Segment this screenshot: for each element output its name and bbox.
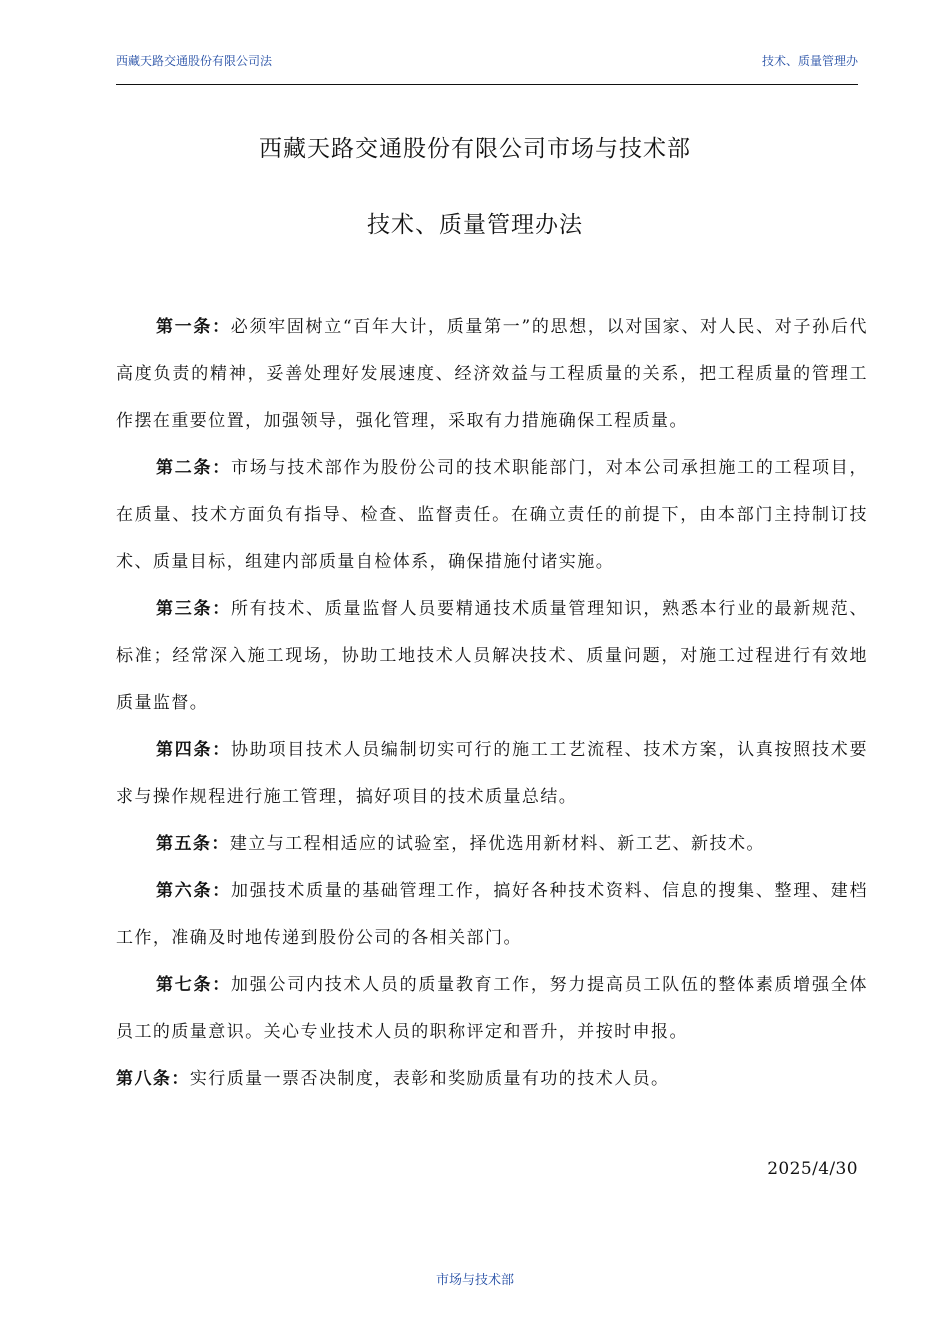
clause-7-label: 第七条：	[156, 975, 231, 995]
clause-4-label: 第四条：	[156, 740, 231, 760]
header-company-name: 西藏天路交通股份有限公司法	[116, 54, 273, 68]
document-body	[116, 304, 868, 1103]
document-title-line-2: 技术、质量管理办法	[367, 212, 583, 238]
clause-5-text: 建立与工程相适应的试验室，择优选用新材料、新工艺、新技术。	[229, 834, 765, 854]
clause-3-label: 第三条：	[156, 599, 231, 619]
clause-2-label: 第二条：	[156, 458, 231, 478]
clause-6-label: 第六条：	[156, 881, 231, 901]
clause-3	[116, 586, 868, 727]
clause-8-text: 实行质量一票否决制度，表彰和奖励质量有功的技术人员。	[189, 1069, 670, 1089]
clause-3-text: 所有技术、质量监督人员要精通技术质量管理知识，熟悉本行业的最新规范、标准；经常深入施工现场，协助工地技术人员解决技术、质量问题，对施工过程进行有效地质量监督。	[116, 599, 868, 713]
clause-7-text: 加强公司内技术人员的质量教育工作，努力提高员工队伍的整体素质增强全体员工的质量意识。关心专业技术人员的职称评定和晋升，并按时申报。	[116, 975, 868, 1042]
page-header	[116, 54, 858, 85]
header-document-title: 技术、质量管理办	[761, 54, 858, 68]
clause-2	[116, 445, 868, 586]
clause-7	[116, 962, 868, 1056]
document-date: 2025/4/30	[767, 1159, 858, 1179]
clause-6-text: 加强技术质量的基础管理工作，搞好各种技术资料、信息的搜集、整理、建档工作，准确及时地传递到股份公司的各相关部门。	[116, 881, 868, 948]
clause-1-label: 第一条：	[156, 317, 231, 337]
page-footer: 市场与技术部	[435, 1273, 514, 1288]
clause-4	[116, 727, 868, 821]
clause-4-text: 协助项目技术人员编制切实可行的施工工艺流程、技术方案，认真按照技术要求与操作规程进行施工管理，搞好项目的技术质量总结。	[116, 740, 868, 807]
document-title-line-1: 西藏天路交通股份有限公司市场与技术部	[259, 136, 691, 162]
clause-1	[116, 304, 868, 445]
clause-5	[116, 821, 868, 868]
clause-2-text: 市场与技术部作为股份公司的技术职能部门，对本公司承担施工的工程项目，在质量、技术方面负有指导、检查、监督责任。在确立责任的前提下，由本部门主持制订技术、质量目标，组建内部质量自检体系，确保措施付诸实施。	[116, 458, 868, 572]
clause-5-label: 第五条：	[156, 834, 230, 854]
clause-8	[116, 1056, 868, 1103]
clause-1-text: 必须牢固树立“百年大计，质量第一”的思想，以对国家、对人民、对子孙后代高度负责的精神，妥善处理好发展速度、经济效益与工程质量的关系，把工程质量的管理工作摆在重要位置，加强领导，强化管理，采取有力措施确保工程质量。	[116, 317, 868, 431]
clause-8-label: 第八条：	[116, 1069, 190, 1089]
clause-6	[116, 868, 868, 962]
